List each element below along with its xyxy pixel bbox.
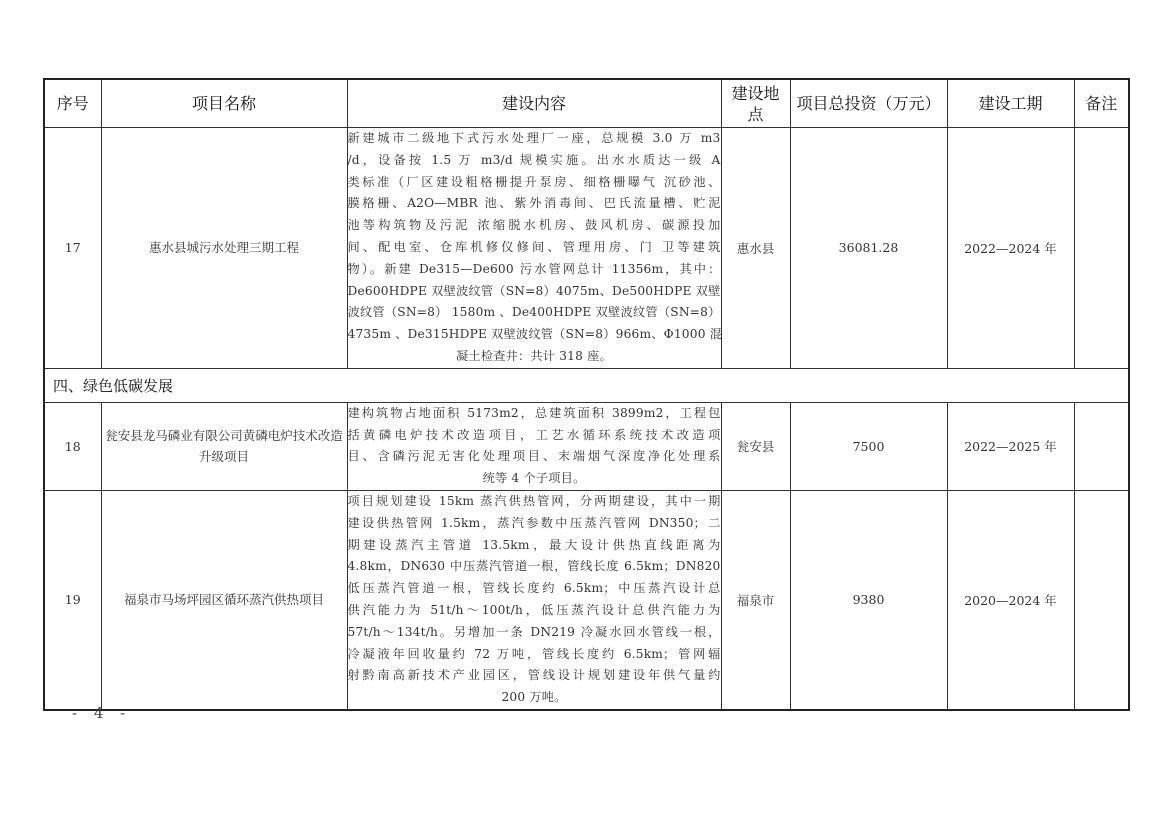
content-line: 波纹管（SN=8） 1580m 、De400HDPE 双壁波纹管（SN=8）	[347, 305, 721, 320]
content-line: 低压蒸汽管道一根，管线长度约 6.5km；中压蒸汽设计总	[347, 581, 721, 596]
row-remarks	[1074, 128, 1129, 369]
page-number: - 4 -	[72, 704, 132, 722]
header-content: 建设内容	[347, 79, 721, 128]
header-seq: 序号	[44, 79, 101, 128]
table-row	[44, 490, 1129, 709]
row-location: 惠水县	[721, 128, 790, 369]
row-name: 福泉市马场坪园区循环蒸汽供热项目	[101, 490, 347, 709]
header-location-label: 建设地点	[731, 83, 780, 124]
content-line: De600HDPE 双壁波纹管（SN=8）4075m、De500HDPE 双壁	[347, 283, 721, 298]
row-content	[347, 128, 721, 369]
content-line: 膜格栅、A2O—MBR 池、紫外消毒间、巴氏流量槽、贮泥	[347, 196, 721, 211]
row-content	[347, 490, 721, 709]
content-line: 物）。新建 De315—De600 污水管网总计 11356m，其中：	[347, 261, 721, 276]
content-line: 项目规划建设 15km 蒸汽供热管网，分两期建设，其中一期	[347, 493, 721, 508]
row-location: 瓮安县	[721, 402, 790, 490]
content-line: 4.8km，DN630 中压蒸汽管道一根，管线长度 6.5km；DN820	[347, 559, 721, 574]
content-line: 建设供热管网 1.5km，蒸汽参数中压蒸汽管网 DN350；二	[347, 515, 721, 530]
content-line: 池等构筑物及污泥 浓缩脱水机房、鼓风机房、碳源投加	[347, 218, 721, 233]
content-line: 建构筑物占地面积 5173m2，总建筑面积 3899m2，工程包	[347, 405, 721, 420]
row-content	[347, 402, 721, 490]
header-row	[44, 79, 1129, 128]
header-name: 项目名称	[101, 79, 347, 128]
content-line: 200 万吨。	[501, 690, 567, 705]
header-period: 建设工期	[947, 79, 1074, 128]
table-row	[44, 402, 1129, 490]
content-line: 射黔南高新技术产业园区，管线设计规划建设年供气量约	[347, 668, 721, 683]
row-remarks	[1074, 490, 1129, 709]
content-line: 统等 4 个子项目。	[482, 471, 586, 486]
section-row	[44, 368, 1129, 402]
content-line: 冷凝液年回收量约 72 万吨，管线长度约 6.5km；管网辐	[347, 646, 721, 661]
content-line: 目、含磷污泥无害化处理项目、末端烟气深度净化处理系	[347, 449, 721, 464]
content-line: 间、配电室、仓库机修仪修间、管理用房、门 卫等建筑	[347, 239, 721, 254]
header-location	[721, 79, 790, 128]
content-line: 括黄磷电炉技术改造项目，工艺水循环系统技术改造项	[347, 427, 721, 442]
row-period: 2022—2024 年	[947, 128, 1074, 369]
content-line: 4735m 、De315HDPE 双壁波纹管（SN=8）966m、Φ1000 混	[347, 327, 723, 342]
table-row	[44, 128, 1129, 369]
row-period: 2020—2024 年	[947, 490, 1074, 709]
row-investment: 9380	[790, 490, 947, 709]
row-name: 瓮安县龙马磷业有限公司黄磷电炉技术改造升级项目	[101, 402, 347, 490]
project-table	[43, 78, 1130, 711]
header-remarks: 备注	[1074, 79, 1129, 128]
row-investment: 7500	[790, 402, 947, 490]
row-seq: 18	[44, 402, 101, 490]
content-line: 凝土检查井：共计 318 座。	[456, 348, 612, 363]
row-remarks	[1074, 402, 1129, 490]
row-period: 2022—2025 年	[947, 402, 1074, 490]
section-title: 四、绿色低碳发展	[44, 368, 1129, 402]
row-investment: 36081.28	[790, 128, 947, 369]
content-line: /d，设备按 1.5 万 m3/d 规模实施。出水水质达一级 A	[347, 152, 721, 167]
row-location: 福泉市	[721, 490, 790, 709]
content-line: 期建设蒸汽主管道 13.5km，最大设计供热直线距离为	[347, 537, 721, 552]
content-line: 供汽能力为 51t/h～100t/h，低压蒸汽设计总供汽能力为	[347, 602, 721, 617]
row-seq: 17	[44, 128, 101, 369]
content-line: 57t/h～134t/h。另增加一条 DN219 冷凝水回水管线一根，	[347, 624, 721, 639]
content-line: 类标准（厂区建设粗格栅提升泵房、细格栅曝气 沉砂池、	[347, 174, 721, 189]
row-name: 惠水县城污水处理三期工程	[101, 128, 347, 369]
header-investment: 项目总投资（万元）	[790, 79, 947, 128]
content-line: 新建城市二级地下式污水处理厂一座，总规模 3.0 万 m3	[347, 131, 721, 145]
row-seq: 19	[44, 490, 101, 709]
